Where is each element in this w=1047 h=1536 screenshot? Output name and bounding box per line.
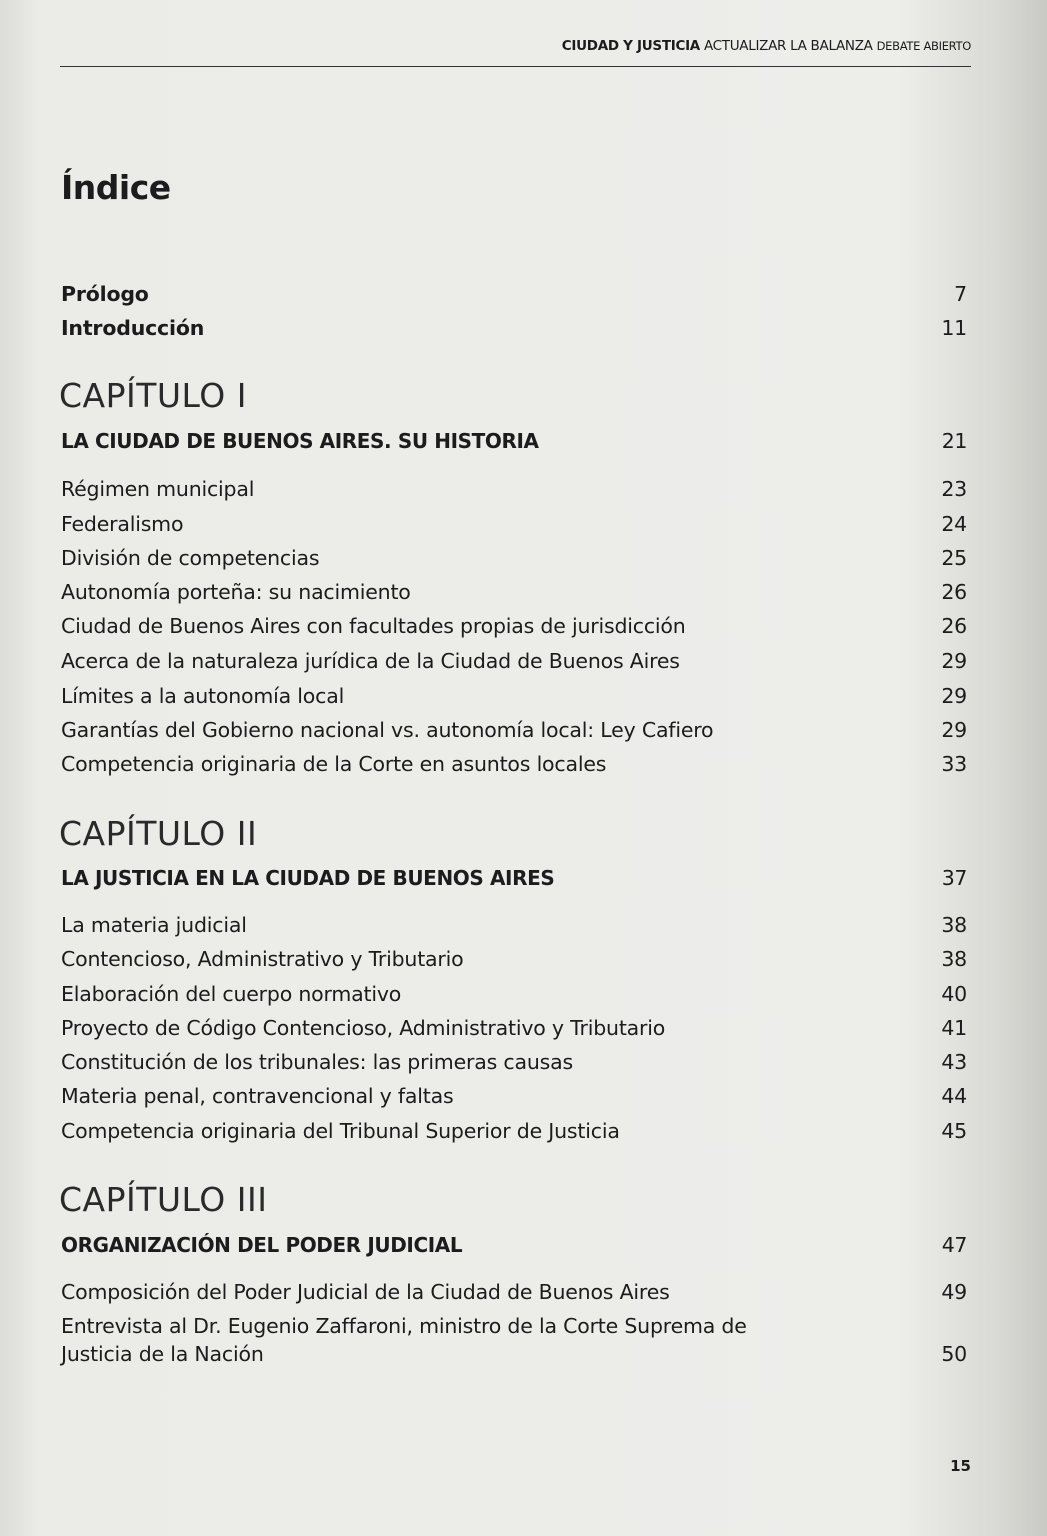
toc-entry-page: 29 (941, 684, 967, 708)
toc-entry-page: 41 (941, 1016, 967, 1040)
toc-entry-page: 26 (941, 614, 967, 638)
toc-entry-label: Composición del Poder Judicial de la Ciudad de Buenos Aires (61, 1280, 670, 1304)
toc-entry-label: Proyecto de Código Contencioso, Administrativo y Tributario (61, 1016, 666, 1040)
toc-entry-page: 40 (941, 982, 967, 1006)
toc-entry-label: Prólogo (61, 282, 149, 306)
chapter-heading: CAPÍTULO II (59, 814, 258, 853)
toc-entry-label: Elaboración del cuerpo normativo (61, 982, 402, 1006)
toc-entry-page: 45 (941, 1119, 967, 1143)
toc-entry-label: Ciudad de Buenos Aires con facultades propias de jurisdicción (61, 614, 686, 638)
toc-entry-page: 26 (941, 580, 967, 604)
toc-entry-label: Garantías del Gobierno nacional vs. autonomía local: Ley Cafiero (61, 718, 714, 742)
toc-entry-label: Límites a la autonomía local (61, 684, 345, 708)
page-number: 15 (950, 1457, 971, 1475)
toc-entry-label: La materia judicial (61, 913, 247, 937)
toc-entry-label: Materia penal, contravencional y faltas (61, 1084, 454, 1108)
toc-entry-page: 23 (941, 477, 967, 501)
running-header (60, 36, 971, 67)
toc-entry-page: 50 (941, 1342, 967, 1366)
header-small: DEBATE ABIERTO (876, 39, 971, 53)
chapter-title-label: ORGANIZACIÓN DEL PODER JUDICIAL (61, 1233, 463, 1257)
toc-entry-label: Autonomía porteña: su nacimiento (61, 580, 411, 604)
toc-entry-page: 25 (941, 546, 967, 570)
toc-entry-label: Constitución de los tribunales: las primeras causas (61, 1050, 573, 1074)
toc-entry-page: 24 (941, 512, 967, 536)
chapter-title-page: 47 (941, 1233, 967, 1257)
chapter-heading: CAPÍTULO I (59, 376, 247, 415)
toc-entry-label: Introducción (61, 316, 205, 340)
toc-entry-page: 29 (941, 649, 967, 673)
chapter-title-label: LA CIUDAD DE BUENOS AIRES. SU HISTORIA (61, 429, 539, 453)
chapter-title-page: 37 (941, 866, 967, 890)
page-title: Índice (61, 168, 171, 207)
chapter-title-label: LA JUSTICIA EN LA CIUDAD DE BUENOS AIRES (61, 866, 555, 890)
toc-entry-label: Entrevista al Dr. Eugenio Zaffaroni, ministro de la Corte Suprema de Justicia de la Nación (61, 1314, 747, 1366)
toc-entry-page: 29 (941, 718, 967, 742)
chapter-heading: CAPÍTULO III (59, 1180, 268, 1219)
toc-entry-page: 11 (941, 316, 967, 340)
chapter-title-page: 21 (941, 429, 967, 453)
toc-entry-label: Competencia originaria del Tribunal Superior de Justicia (61, 1119, 620, 1143)
toc-entry-page: 7 (954, 282, 967, 306)
toc-entry-page: 38 (941, 913, 967, 937)
toc-entry-page: 43 (941, 1050, 967, 1074)
toc-entry-label: Competencia originaria de la Corte en asuntos locales (61, 752, 607, 776)
toc-entry-page: 38 (941, 947, 967, 971)
toc-entry-page: 44 (941, 1084, 967, 1108)
toc-entry-label: Federalismo (61, 512, 184, 536)
toc-entry-page: 33 (941, 752, 967, 776)
toc-entry-label: Acerca de la naturaleza jurídica de la Ciudad de Buenos Aires (61, 649, 680, 673)
toc-entry-label: División de competencias (61, 546, 320, 570)
header-regular: ACTUALIZAR LA BALANZA (703, 38, 873, 54)
toc-entry-label: Contencioso, Administrativo y Tributario (61, 947, 464, 971)
header-bold: CIUDAD Y JUSTICIA (561, 38, 700, 54)
toc-entry-label: Régimen municipal (61, 477, 255, 501)
toc-entry-page: 49 (941, 1280, 967, 1304)
